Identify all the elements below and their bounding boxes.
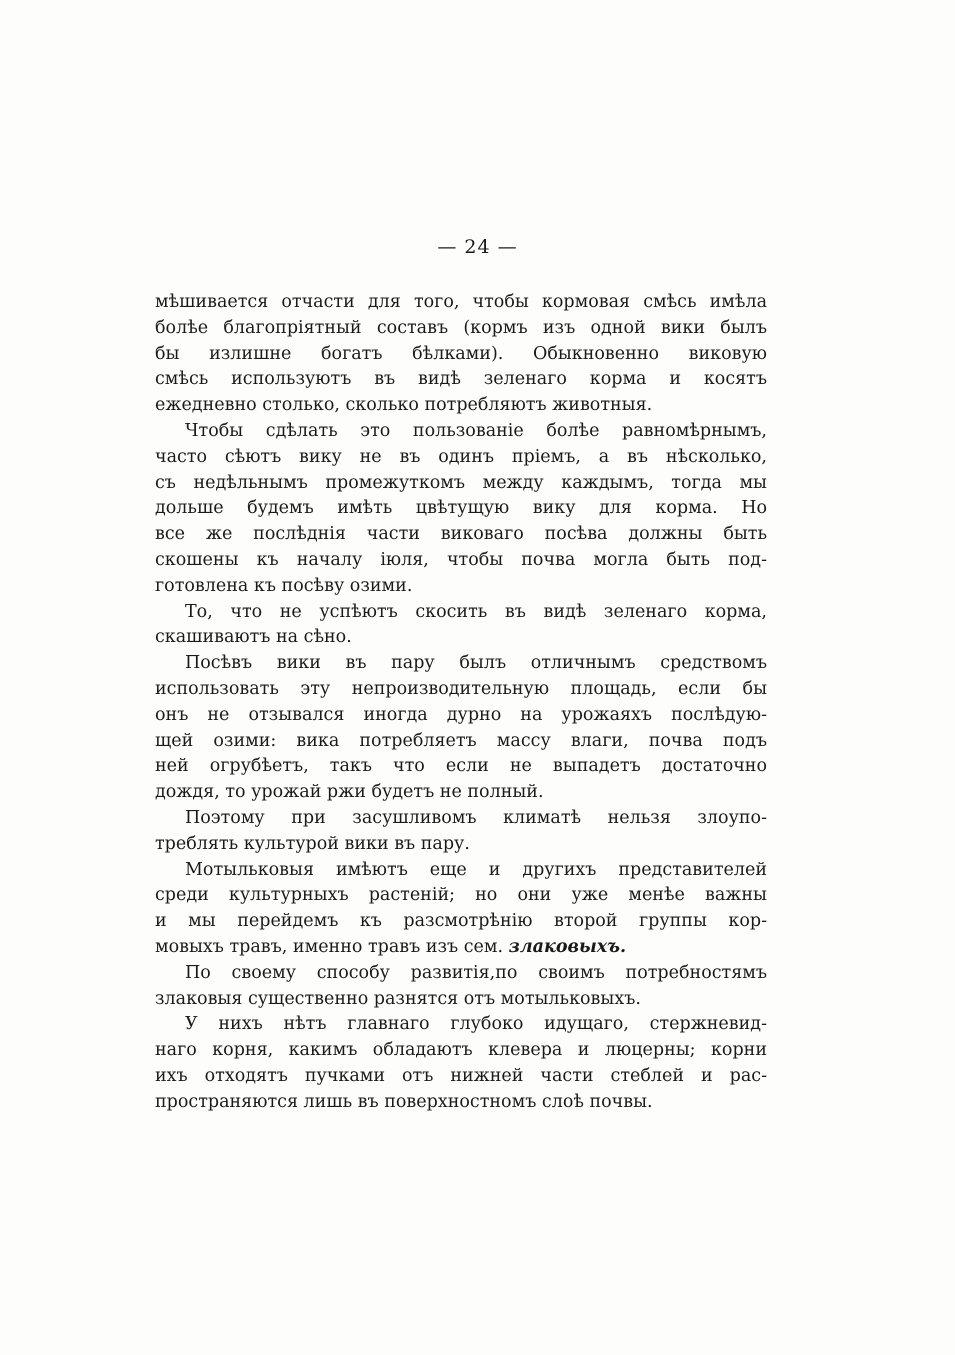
text-line: скашиваютъ на сѣно. <box>155 627 352 648</box>
text-line: дольше будемъ имѣть цвѣтущую вику для корма. Но <box>155 498 767 519</box>
text-line: злаковыя существенно разнятся отъ мотыльковыхъ. <box>155 988 641 1009</box>
text-line: готовлена къ посѣву озими. <box>155 575 413 596</box>
text-line: треблять культурой вики въ пару. <box>155 833 470 854</box>
text-line: То, что не успѣютъ скосить въ видѣ зеленаго корма, <box>185 601 767 622</box>
paragraph <box>155 290 767 419</box>
text-line: ней огрубѣетъ, такъ что если не выпадетъ достаточно <box>155 756 767 777</box>
text-line: По своему способу развитія,по своимъ потребностямъ <box>185 962 767 983</box>
paragraph <box>155 961 767 1013</box>
page-number: — 24 — <box>437 236 518 258</box>
body-text <box>155 290 767 1116</box>
paragraph <box>155 1012 767 1115</box>
paragraph <box>155 858 767 961</box>
paragraph <box>155 600 767 652</box>
text-line: Чтобы сдѣлать это пользованіе болѣе равномѣрнымъ, <box>185 420 767 441</box>
text-line: У нихъ нѣтъ главнаго глубоко идущаго, стержневид- <box>185 1014 767 1035</box>
text-line: смѣсь используютъ въ видѣ зеленаго корма и косятъ <box>155 369 767 390</box>
paragraph <box>155 419 767 600</box>
text-line: среди культурныхъ растеній; но они уже менѣе важны <box>155 885 767 906</box>
text-line: бы излишне богатъ бѣлками). Обыкновенно виковую <box>155 343 767 364</box>
text-line: Мотыльковыя имѣютъ еще и другихъ представителей <box>185 859 767 880</box>
text-line: съ недѣльнымъ промежуткомъ между каждымъ, тогда мы <box>155 472 767 493</box>
text-line: скошены къ началу іюля, чтобы почва могла быть под- <box>155 549 767 570</box>
text-line: пространяются лишь въ поверхностномъ слоѣ почвы. <box>155 1091 653 1112</box>
text-line: часто сѣютъ вику не въ одинъ пріемъ, а въ нѣсколько, <box>155 446 767 467</box>
text-line: Поэтому при засушливомъ климатѣ нельзя злоупо- <box>185 807 767 828</box>
text-line: ихъ отходятъ пучками отъ нижней части стеблей и рас- <box>155 1065 767 1086</box>
text-line: мѣшивается отчасти для того, чтобы кормовая смѣсь имѣла <box>155 292 767 312</box>
text-span: мовыхъ травъ, именно травъ изъ сем. <box>155 936 504 957</box>
text-line: онъ не отзывался иногда дурно на урожаяхъ послѣдую- <box>155 704 767 725</box>
text-line: использовать эту непроизводительную площадь, если бы <box>155 678 767 699</box>
paragraph <box>155 651 767 806</box>
text-line: и мы перейдемъ къ разсмотрѣнію второй группы кор- <box>155 911 767 932</box>
text-line: наго корня, какимъ обладаютъ клевера и люцерны; корни <box>155 1040 767 1061</box>
paragraph <box>155 806 767 858</box>
text-line: Посѣвъ вики въ пару былъ отличнымъ средствомъ <box>185 653 767 674</box>
text-line: болѣе благопріятный составъ (кормъ изъ одной вики былъ <box>155 317 767 338</box>
text-line: ежедневно столько, сколько потребляютъ животныя. <box>155 395 653 416</box>
text-line: щей озими: вика потребляетъ массу влаги, почва подъ <box>155 730 767 751</box>
text-line: дождя, то урожай ржи будетъ не полный. <box>155 782 544 803</box>
text-line: все же послѣднія части виковаго посѣва должны быть <box>155 524 767 545</box>
text-line <box>155 935 767 961</box>
emphasized-term: злаковыхъ. <box>508 936 627 957</box>
